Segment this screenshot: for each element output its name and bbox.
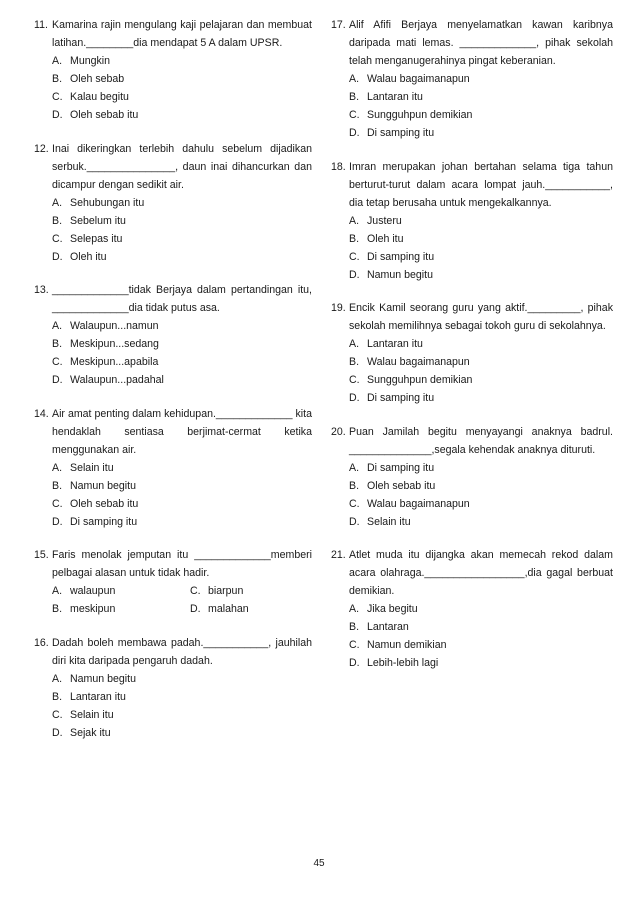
question-body <box>349 158 613 284</box>
option-a <box>52 459 312 477</box>
option-letter: D. <box>349 127 360 139</box>
option-letter: D. <box>190 603 201 615</box>
option-text: Meskipun...sedang <box>70 338 159 350</box>
option-text: Walau bagaimanapun <box>367 356 470 368</box>
option-d <box>52 513 312 531</box>
option-c <box>190 582 312 600</box>
option-b <box>349 88 613 106</box>
option-c <box>52 230 312 248</box>
question-stem: Encik Kamil seorang guru yang aktif._________, pihak sekolah memilihnya sebagai tokoh guru di sekolahnya. <box>349 302 613 332</box>
option-text: Oleh itu <box>367 232 404 245</box>
option-letter: D. <box>349 657 360 669</box>
option-b <box>52 688 312 706</box>
option-letter: A. <box>349 338 360 350</box>
option-letter: C. <box>52 356 63 368</box>
question-number: 18. <box>331 160 346 173</box>
option-letter: B. <box>52 479 63 492</box>
option-text: Sehubungan itu <box>70 196 145 209</box>
option-letter: B. <box>349 621 360 633</box>
option-text: Namun begitu <box>70 672 136 685</box>
option-c <box>349 636 613 654</box>
option-letter: A. <box>349 603 360 615</box>
option-d <box>190 600 312 618</box>
question-body <box>52 405 312 531</box>
question-body <box>349 16 613 142</box>
question-20 <box>331 423 613 531</box>
option-letter: C. <box>52 708 63 721</box>
question-body <box>52 281 312 389</box>
option-text: Justeru <box>367 214 402 227</box>
question-body <box>349 423 613 531</box>
option-c <box>52 88 312 106</box>
question-body <box>52 634 312 742</box>
option-d <box>349 266 613 284</box>
question-15 <box>34 546 312 618</box>
question-number: 12. <box>34 142 49 155</box>
option-text: Sebelum itu <box>70 214 126 227</box>
option-text: Kalau begitu <box>70 91 129 103</box>
option-letter: A. <box>52 55 63 67</box>
option-letter: D. <box>349 515 360 528</box>
option-c <box>52 353 312 371</box>
option-text: Namun begitu <box>70 479 136 492</box>
right-column <box>331 16 613 688</box>
option-text: Lantaran itu <box>70 690 126 703</box>
question-stem: _____________tidak Berjaya dalam pertandingan itu, _____________dia tidak putus asa. <box>52 284 312 314</box>
question-stem: Puan Jamilah begitu menyayangi anaknya badrul. ______________,segala kehendak anaknya dituruti. <box>349 425 613 456</box>
option-text: Walaupun...namun <box>70 320 159 332</box>
answer-options <box>349 70 613 142</box>
question-17 <box>331 16 613 142</box>
option-c <box>52 706 312 724</box>
option-text: Di samping itu <box>367 127 435 139</box>
option-c <box>349 248 613 266</box>
answer-options <box>52 459 312 531</box>
option-text: meskipun <box>70 603 116 615</box>
option-text: Sungguhpun demikian <box>367 374 473 386</box>
option-letter: D. <box>52 515 63 528</box>
answer-options <box>349 600 613 672</box>
option-text: Sejak itu <box>70 726 111 739</box>
option-text: Oleh sebab itu <box>367 479 436 492</box>
option-letter: C. <box>52 232 63 245</box>
left-column <box>34 16 312 757</box>
question-19 <box>331 299 613 407</box>
option-text: Oleh sebab itu <box>70 497 139 510</box>
option-text: Walaupun...padahal <box>70 374 164 386</box>
option-text: Di samping itu <box>367 461 435 474</box>
option-b <box>52 335 312 353</box>
option-text: Sungguhpun demikian <box>367 109 473 121</box>
option-letter: A. <box>52 320 63 332</box>
question-stem: Kamarina rajin mengulang kaji pelajaran dan membuat latihan.________dia mendapat 5 A dalam UPSR. <box>52 19 312 49</box>
option-text: biarpun <box>208 585 244 597</box>
option-a <box>349 600 613 618</box>
option-d <box>349 513 613 531</box>
option-text: Selepas itu <box>70 232 123 245</box>
question-stem: Dadah boleh membawa padah.___________, jauhilah diri kita daripada pengaruh dadah. <box>52 636 312 667</box>
option-text: Lantaran itu <box>367 338 423 350</box>
option-text: Selain itu <box>70 708 114 721</box>
question-number: 14. <box>34 407 49 420</box>
option-letter: D. <box>349 392 360 404</box>
option-letter: B. <box>52 603 63 615</box>
option-letter: C. <box>349 250 360 263</box>
option-text: Di samping itu <box>70 515 138 528</box>
question-14 <box>34 405 312 531</box>
answer-options <box>52 670 312 742</box>
option-letter: D. <box>52 374 63 386</box>
option-letter: C. <box>349 497 360 510</box>
question-stem: Alif Afifi Berjaya menyelamatkan kawan karibnya daripada mati lemas. _____________, pihak sekolah telah menganugerahinya pingat keberanian. <box>349 19 613 67</box>
option-letter: B. <box>52 73 63 85</box>
question-13 <box>34 281 312 389</box>
option-a <box>52 670 312 688</box>
question-stem: Inai dikeringkan terlebih dahulu sebelum dijadikan serbuk._______________, daun inai dihancurkan dan dicampur dengan sedikit air. <box>52 142 312 191</box>
option-b <box>349 477 613 495</box>
option-a <box>52 194 312 212</box>
option-letter: B. <box>52 690 63 703</box>
question-body <box>349 299 613 407</box>
option-c <box>349 106 613 124</box>
option-d <box>52 724 312 742</box>
option-text: Selain itu <box>367 515 411 528</box>
question-number: 11. <box>34 19 48 31</box>
question-16 <box>34 634 312 742</box>
question-number: 21. <box>331 549 346 561</box>
question-number: 17. <box>331 19 346 31</box>
option-text: Lantaran itu <box>367 91 423 103</box>
option-b <box>52 477 312 495</box>
option-letter: D. <box>52 726 63 739</box>
option-a <box>52 317 312 335</box>
option-text: walaupun <box>70 585 116 597</box>
option-letter: A. <box>52 672 63 685</box>
option-letter: C. <box>349 639 360 651</box>
option-text: Lantaran <box>367 621 409 633</box>
question-stem: Air amat penting dalam kehidupan._____________ kita hendaklah sentiasa berjimat-cermat ketika menggunakan air. <box>52 407 312 456</box>
question-stem: Atlet muda itu dijangka akan memecah rekod dalam acara olahraga._________________,dia gagal berbuat demikian. <box>349 549 613 597</box>
answer-options <box>52 194 312 266</box>
question-11 <box>34 16 312 124</box>
option-text: Oleh sebab <box>70 73 125 85</box>
option-letter: A. <box>349 461 360 474</box>
option-text: Meskipun...apabila <box>70 356 159 368</box>
option-text: Mungkin <box>70 55 111 67</box>
question-number: 15. <box>34 549 49 561</box>
question-18 <box>331 158 613 284</box>
option-a <box>349 212 613 230</box>
option-letter: B. <box>349 356 360 368</box>
option-text: Selain itu <box>70 461 114 474</box>
option-a <box>52 582 190 600</box>
option-letter: C. <box>52 91 63 103</box>
question-body <box>52 16 312 124</box>
option-text: Walau bagaimanapun <box>367 73 470 85</box>
option-letter: A. <box>52 585 63 597</box>
question-number: 13. <box>34 284 49 296</box>
option-text: Jika begitu <box>367 603 418 615</box>
answer-options <box>52 52 312 124</box>
option-a <box>349 335 613 353</box>
option-d <box>349 389 613 407</box>
option-letter: C. <box>190 585 201 597</box>
option-c <box>52 495 312 513</box>
option-text: Di samping itu <box>367 250 435 263</box>
option-letter: C. <box>52 497 63 510</box>
option-text: Oleh itu <box>70 250 107 263</box>
option-b <box>52 70 312 88</box>
question-stem: Faris menolak jemputan itu _____________memberi pelbagai alasan untuk tidak hadir. <box>52 549 312 579</box>
option-d <box>52 106 312 124</box>
answer-options <box>349 212 613 284</box>
option-b <box>52 212 312 230</box>
question-body <box>52 140 312 266</box>
answer-options <box>52 582 312 618</box>
option-letter: B. <box>52 214 63 227</box>
option-d <box>349 654 613 672</box>
option-letter: D. <box>52 109 63 121</box>
option-letter: A. <box>349 73 360 85</box>
question-number: 16. <box>34 636 49 649</box>
question-stem: Imran merupakan johan bertahan selama tiga tahun berturut-turut dalam acara lompat jauh.___________, dia tetap berusaha untuk mengekalkannya. <box>349 160 613 209</box>
option-text: Namun demikian <box>367 639 447 651</box>
option-letter: D. <box>52 250 63 263</box>
answer-options <box>349 335 613 407</box>
option-text: Di samping itu <box>367 392 435 404</box>
option-letter: A. <box>349 214 360 227</box>
option-letter: D. <box>349 268 360 281</box>
question-number: 20. <box>331 425 346 438</box>
option-d <box>52 248 312 266</box>
option-letter: B. <box>52 338 63 350</box>
option-letter: C. <box>349 109 360 121</box>
answer-options <box>52 317 312 389</box>
option-letter: A. <box>52 461 63 474</box>
option-text: Lebih-lebih lagi <box>367 657 439 669</box>
question-12 <box>34 140 312 266</box>
page-number: 45 <box>313 858 325 869</box>
option-d <box>52 371 312 389</box>
option-b <box>349 618 613 636</box>
option-letter: B. <box>349 479 360 492</box>
answer-options <box>349 459 613 531</box>
question-body <box>349 546 613 672</box>
option-d <box>349 124 613 142</box>
option-c <box>349 371 613 389</box>
option-text: Oleh sebab itu <box>70 109 139 121</box>
option-letter: B. <box>349 232 360 245</box>
option-letter: B. <box>349 91 360 103</box>
option-letter: A. <box>52 196 63 209</box>
option-a <box>349 459 613 477</box>
question-body <box>52 546 312 618</box>
option-text: Namun begitu <box>367 268 433 281</box>
option-b <box>349 230 613 248</box>
option-a <box>349 70 613 88</box>
option-b <box>349 353 613 371</box>
option-c <box>349 495 613 513</box>
question-21 <box>331 546 613 672</box>
option-text: Walau bagaimanapun <box>367 497 470 510</box>
option-letter: C. <box>349 374 360 386</box>
option-text: malahan <box>208 603 249 615</box>
option-a <box>52 52 312 70</box>
option-b <box>52 600 190 618</box>
question-number: 19. <box>331 302 346 314</box>
